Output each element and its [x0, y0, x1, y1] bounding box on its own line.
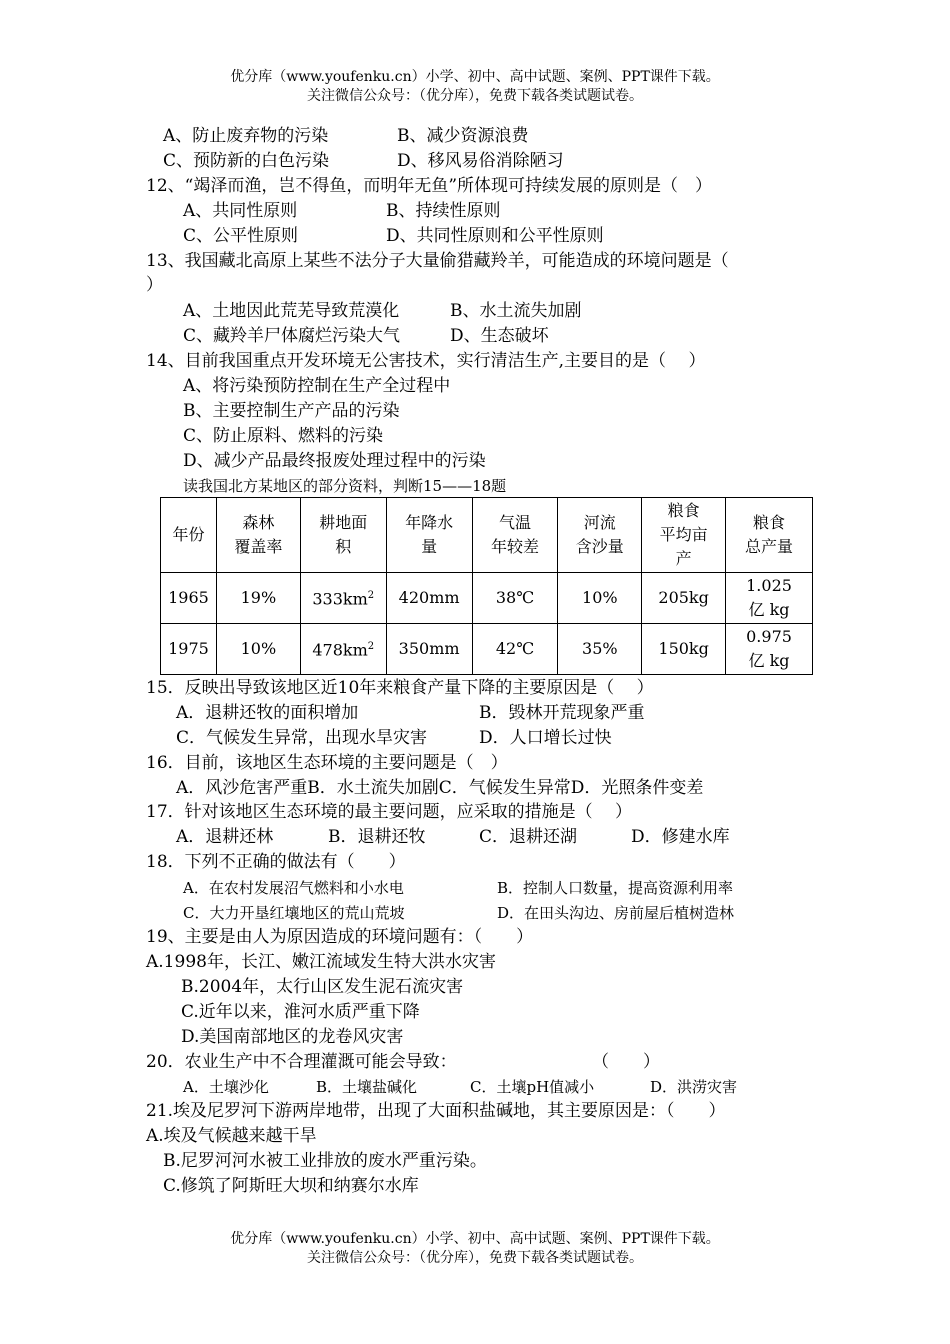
- q11-option-a: A、防止废弃物的污染: [163, 126, 329, 146]
- q20-option-c: C．土壤pH值减小: [470, 1078, 595, 1096]
- q19-stem: 19、主要是由人为原因造成的环境问题有：（ ）: [146, 927, 534, 947]
- q13-option-a: A、土地因此荒芜导致荒漠化: [183, 301, 400, 321]
- q14-option-c: C、防止原料、燃料的污染: [183, 426, 384, 446]
- table-row: [161, 624, 813, 675]
- cell-yield: 150kg: [642, 624, 726, 675]
- q18-option-a: A．在农村发展沼气燃料和小水电: [183, 879, 404, 897]
- page-header-line-2: 关注微信公众号：（优分库），免费下载各类试题试卷。: [307, 88, 643, 104]
- q12-option-c: C、公平性原则: [183, 226, 299, 246]
- page-footer-line-2: 关注微信公众号：（优分库），免费下载各类试题试卷。: [307, 1250, 643, 1266]
- cell-temp: 42℃: [472, 624, 558, 675]
- q15-option-d: D．人口增长过快: [479, 728, 612, 748]
- q13-stem-cont: ）: [146, 275, 163, 295]
- cell-total: 0.975 亿 kg: [726, 624, 813, 675]
- q15-option-b: B．毁林开荒现象严重: [479, 703, 645, 723]
- q16-stem: 16．目前，该地区生态环境的主要问题是（ ）: [146, 753, 508, 773]
- q19-option-c: C.近年以来，淮河水质严重下降: [181, 1002, 420, 1022]
- q20-option-a: A．土壤沙化: [183, 1078, 269, 1096]
- q11-option-d: D、移风易俗消除陋习: [397, 151, 564, 171]
- q20-answer-blank: （ ）: [592, 1052, 660, 1072]
- q17-option-c: C．退耕还湖: [479, 827, 578, 847]
- cell-sand: 10%: [558, 573, 642, 624]
- header-sand: 河流 含沙量: [558, 498, 642, 573]
- q21-option-b: B.尼罗河河水被工业排放的废水严重污染。: [163, 1151, 487, 1171]
- q13-option-b: B、水土流失加剧: [450, 301, 582, 321]
- cell-sand: 35%: [558, 624, 642, 675]
- page-header-line-1: 优分库（www.youfenku.cn）小学、初中、高中试题、案例、PPT课件下载。: [230, 69, 720, 85]
- q11-option-b: B、减少资源浪费: [397, 126, 529, 146]
- q21-stem: 21.埃及尼罗河下游两岸地带，出现了大面积盐碱地，其主要原因是：（ ）: [146, 1101, 726, 1121]
- table-header-row: [161, 498, 813, 573]
- cell-total: 1.025 亿 kg: [726, 573, 813, 624]
- cell-yield: 205kg: [642, 573, 726, 624]
- cell-forest: 10%: [216, 624, 300, 675]
- cell-year: 1975: [161, 624, 217, 675]
- header-rain: 年降水 量: [386, 498, 472, 573]
- cell-rain: 420mm: [386, 573, 472, 624]
- header-area: 耕地面 积: [300, 498, 386, 573]
- page-footer-line-1: 优分库（www.youfenku.cn）小学、初中、高中试题、案例、PPT课件下载。: [230, 1231, 720, 1247]
- q12-option-b: B、持续性原则: [386, 201, 501, 221]
- q17-stem: 17．针对该地区生态环境的最主要问题，应采取的措施是（ ）: [146, 802, 633, 822]
- cell-forest: 19%: [216, 573, 300, 624]
- q20-stem: 20．农业生产中不合理灌溉可能会导致：: [146, 1052, 457, 1072]
- q12-option-d: D、共同性原则和公平性原则: [386, 226, 604, 246]
- q11-option-c: C、预防新的白色污染: [163, 151, 330, 171]
- q13-option-c: C、藏羚羊尸体腐烂污染大气: [183, 326, 401, 346]
- q17-option-d: D．修建水库: [631, 827, 730, 847]
- q16-options: A．风沙危害严重B．水土流失加剧C．气候发生异常D．光照条件变差: [176, 778, 704, 798]
- header-temp: 气温 年较差: [472, 498, 558, 573]
- header-yield: 粮食 平均亩 产: [642, 498, 726, 573]
- q19-option-d: D.美国南部地区的龙卷风灾害: [181, 1027, 404, 1047]
- q18-stem: 18．下列不正确的做法有（ ）: [146, 852, 406, 872]
- q21-option-a: A.埃及气候越来越干旱: [146, 1126, 317, 1146]
- header-year: 年份: [161, 498, 217, 573]
- cell-temp: 38℃: [472, 573, 558, 624]
- table-intro: 读我国北方某地区的部分资料，判断15——18题: [183, 477, 507, 495]
- q20-option-d: D．洪涝灾害: [650, 1078, 738, 1096]
- q15-option-a: A．退耕还牧的面积增加: [176, 703, 359, 723]
- cell-year: 1965: [161, 573, 217, 624]
- q12-stem: 12、“竭泽而渔，岂不得鱼，而明年无鱼”所体现可持续发展的原则是（ ）: [146, 176, 713, 196]
- q13-option-d: D、生态破坏: [450, 326, 549, 346]
- q17-option-b: B．退耕还牧: [328, 827, 426, 847]
- q17-option-a: A．退耕还林: [176, 827, 274, 847]
- q14-option-a: A、将污染预防控制在生产全过程中: [183, 376, 451, 396]
- header-total: 粮食 总产量: [726, 498, 813, 573]
- q19-option-a: A.1998年，长江、嫩江流域发生特大洪水灾害: [146, 952, 496, 972]
- q18-option-b: B．控制人口数量，提高资源利用率: [497, 879, 734, 897]
- q18-option-d: D．在田头沟边、房前屋后植树造林: [497, 904, 735, 922]
- cell-area: $478km^2$: [300, 624, 386, 675]
- q15-option-c: C．气候发生异常，出现水旱灾害: [176, 728, 428, 748]
- data-table: [160, 497, 813, 675]
- q15-stem: 15．反映出导致该地区近10年来粮食产量下降的主要原因是（ ）: [146, 678, 654, 698]
- q14-stem: 14、目前我国重点开发环境无公害技术，实行清洁生产,主要目的是（ ）: [146, 351, 706, 371]
- q12-option-a: A、共同性原则: [183, 201, 298, 221]
- q14-option-b: B、主要控制生产产品的污染: [183, 401, 400, 421]
- cell-rain: 350mm: [386, 624, 472, 675]
- q14-option-d: D、减少产品最终报废处理过程中的污染: [183, 451, 486, 471]
- cell-area: $333km^2$: [300, 573, 386, 624]
- q21-option-c: C.修筑了阿斯旺大坝和纳赛尔水库: [163, 1176, 419, 1196]
- table-row: [161, 573, 813, 624]
- header-forest: 森林 覆盖率: [216, 498, 300, 573]
- q13-stem: 13、我国藏北高原上某些不法分子大量偷猎藏羚羊，可能造成的环境问题是（: [146, 251, 729, 271]
- q20-option-b: B．土壤盐碱化: [316, 1078, 418, 1096]
- q19-option-b: B.2004年，太行山区发生泥石流灾害: [181, 977, 464, 997]
- q18-option-c: C．大力开垦红壤地区的荒山荒坡: [183, 904, 405, 922]
